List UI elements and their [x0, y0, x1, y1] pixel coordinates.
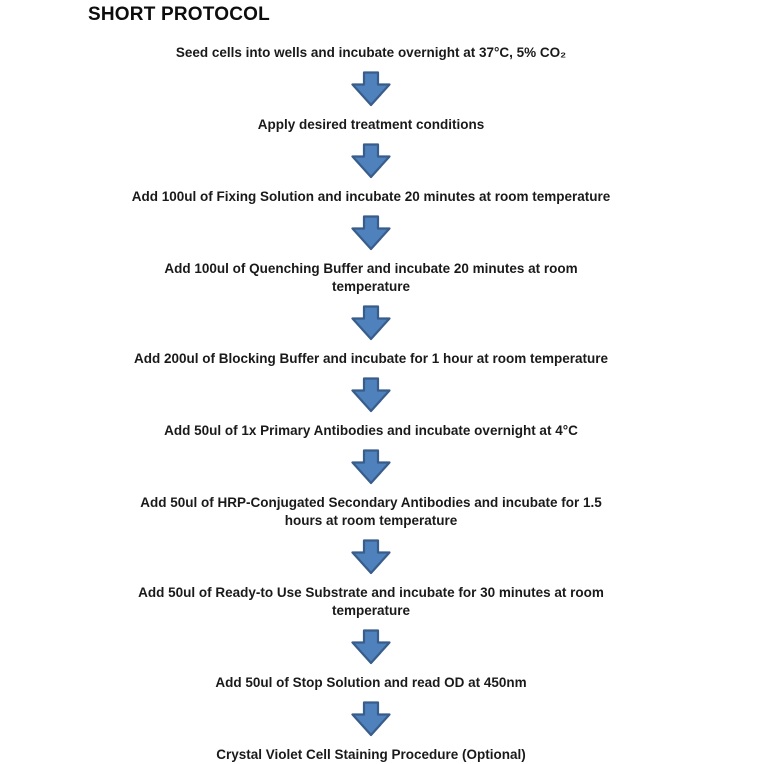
- protocol-step-7-text: hours at room temperature: [284, 513, 458, 528]
- protocol-step-8-text: Add 50ul of Ready-to Use Substrate and incubate for 30 minutes at room: [138, 585, 604, 600]
- protocol-step-10: [216, 746, 526, 764]
- protocol-step-3-text: Add 100ul of Fixing Solution and incubate 20 minutes at room temperature: [131, 189, 611, 204]
- protocol-step-9: [215, 674, 526, 692]
- protocol-step-4-text: Add 100ul of Quenching Buffer and incubate 20 minutes at room: [164, 261, 578, 276]
- down-arrow-icon: [353, 217, 390, 250]
- protocol-step-5-text: Add 200ul of Blocking Buffer and incubate for 1 hour at room temperature: [133, 351, 609, 366]
- down-arrow-icon: [353, 541, 390, 574]
- protocol-step-1: [176, 44, 566, 62]
- down-arrow-icon: [351, 377, 391, 413]
- down-arrow-icon: [353, 307, 390, 340]
- down-arrow-icon: [351, 215, 391, 251]
- down-arrow-icon: [351, 539, 391, 575]
- protocol-flow: [0, 44, 764, 764]
- down-arrow-icon: [353, 703, 390, 736]
- down-arrow-icon: [351, 629, 391, 665]
- protocol-step-8: [138, 584, 604, 620]
- protocol-step-8-text: temperature: [331, 603, 411, 618]
- protocol-step-2-text: Apply desired treatment conditions: [257, 117, 485, 132]
- protocol-step-3: [132, 188, 611, 206]
- down-arrow-icon: [351, 71, 391, 107]
- protocol-step-6-text: Add 50ul of 1x Primary Antibodies and incubate overnight at 4°C: [164, 423, 578, 438]
- protocol-step-6: [164, 422, 578, 440]
- protocol-step-4-text: temperature: [331, 279, 411, 294]
- down-arrow-icon: [351, 449, 391, 485]
- down-arrow-icon: [353, 379, 390, 412]
- down-arrow-icon: [351, 305, 391, 341]
- protocol-step-1-text: Seed cells into wells and incubate overnight at 37°C, 5% CO₂: [175, 45, 567, 60]
- protocol-step-5: [134, 350, 608, 368]
- page-title: SHORT PROTOCOL: [88, 4, 270, 25]
- protocol-step-2: [258, 116, 485, 134]
- protocol-step-7: [140, 494, 602, 530]
- down-arrow-icon: [351, 701, 391, 737]
- protocol-step-10-text: Crystal Violet Cell Staining Procedure (Optional): [216, 747, 526, 762]
- down-arrow-icon: [351, 143, 391, 179]
- down-arrow-icon: [353, 73, 390, 106]
- down-arrow-icon: [353, 145, 390, 178]
- down-arrow-icon: [353, 451, 390, 484]
- protocol-step-7-text: Add 50ul of HRP-Conjugated Secondary Antibodies and incubate for 1.5: [140, 495, 602, 510]
- protocol-step-4: [164, 260, 577, 296]
- protocol-step-9-text: Add 50ul of Stop Solution and read OD at 450nm: [215, 675, 527, 690]
- down-arrow-icon: [353, 631, 390, 664]
